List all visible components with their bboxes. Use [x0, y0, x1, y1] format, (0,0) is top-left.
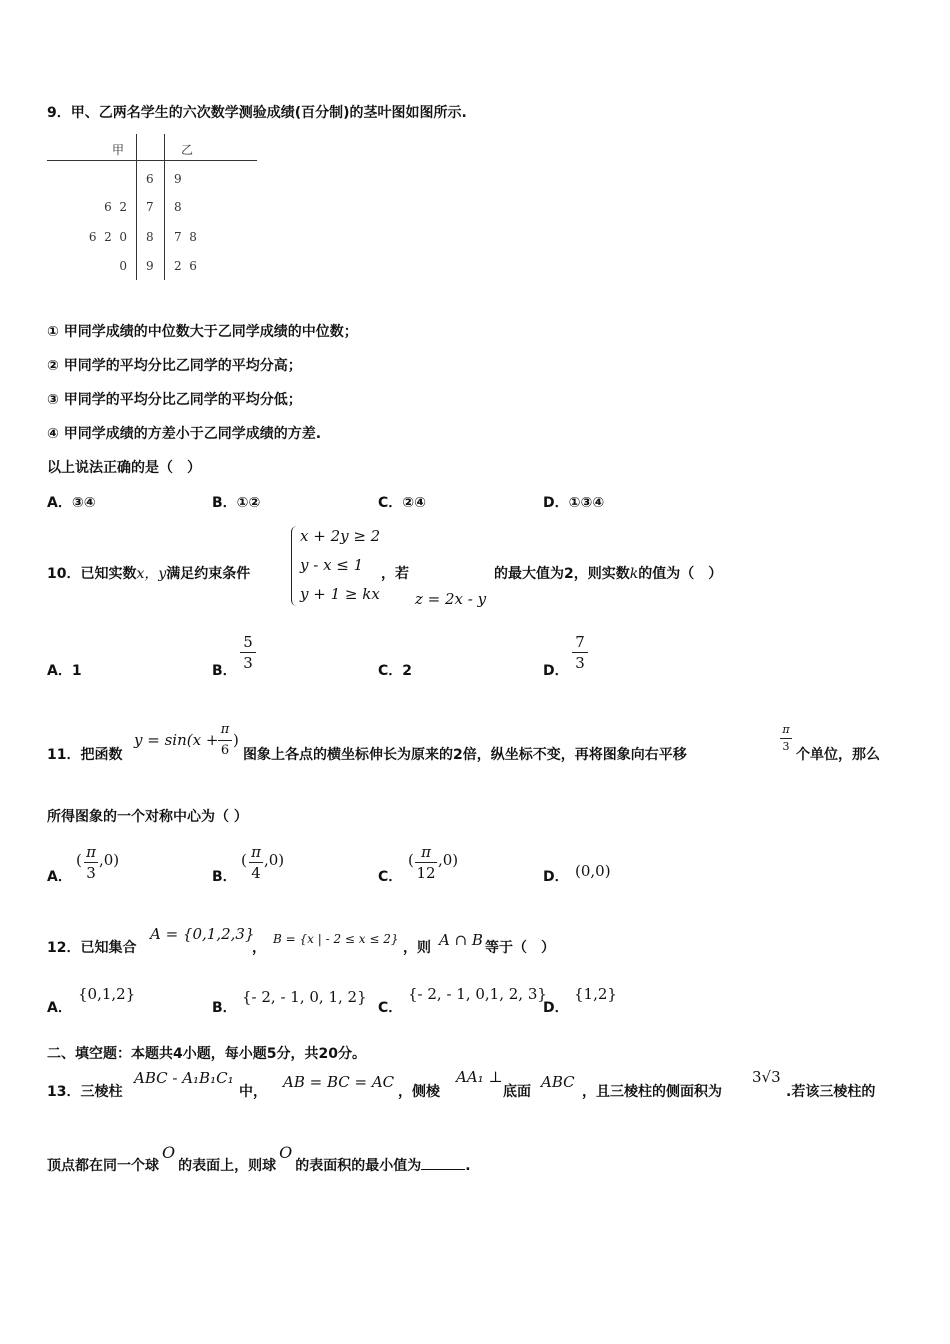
q13-edge: AA₁ ⊥ — [456, 1068, 503, 1086]
plot-right-leaves: 7 8 — [174, 230, 197, 244]
q12-option-a[interactable]: A． — [47, 1000, 72, 1016]
q11-option-b[interactable]: B． — [212, 869, 237, 885]
q11-option-b-suffix: ,0) — [264, 851, 285, 869]
plot-right-divider — [164, 134, 165, 280]
q12-option-c-value: {- 2, - 1, 0,1, 2, 3} — [408, 985, 547, 1003]
q9-statement-4: ④ 甲同学成绩的方差小于乙同学成绩的方差. — [47, 426, 322, 442]
q11-option-a[interactable]: A． — [47, 869, 72, 885]
q12-expression: A ∩ B — [439, 931, 483, 949]
q12-tail: 等于（ ） — [485, 940, 555, 956]
plot-header-jia: 甲 — [112, 143, 125, 157]
q9-option-b[interactable]: B．①② — [212, 495, 261, 511]
q9-statement-2: ② 甲同学的平均分比乙同学的平均分高； — [47, 358, 302, 374]
q11-option-c-fraction: π 12 — [416, 843, 436, 882]
q11-function: y = sin(x + — [134, 731, 219, 749]
q9-statement-3: ③ 甲同学的平均分比乙同学的平均分低； — [47, 392, 302, 408]
q12-option-d-value: {1,2} — [574, 985, 617, 1003]
sphere-o-label: O — [279, 1143, 293, 1162]
q13-base: ABC — [541, 1073, 575, 1091]
q13-equal-sides: AB = BC = AC — [283, 1073, 395, 1091]
q9-option-c[interactable]: C．②④ — [378, 495, 426, 511]
q10-tail: 的最大值为2，则实数k的值为（ ） — [494, 566, 723, 582]
q10-objective: z = 2x - y — [415, 590, 487, 608]
q12-option-d[interactable]: D． — [543, 1000, 569, 1016]
q11-option-a-paren: ( — [76, 851, 82, 869]
plot-left-leaves: 6 2 0 — [88, 230, 127, 244]
section-2-heading: 二、填空题：本题共4小题，每小题5分，共20分。 — [47, 1046, 366, 1062]
q11-function-fraction: π 6 — [218, 721, 232, 760]
q10-ruo: ，若 — [381, 566, 409, 582]
q13-tail: .若该三棱柱的 — [786, 1084, 876, 1100]
plot-stem: 8 — [146, 230, 154, 244]
plot-right-leaves: 2 6 — [174, 259, 197, 273]
q11-option-a-suffix: ,0) — [99, 851, 120, 869]
plot-stem: 9 — [146, 259, 154, 273]
q10-text: 10．已知实数x，y满足约束条件 — [47, 566, 251, 582]
q13-area: 3√3 — [752, 1068, 781, 1086]
q11-option-c[interactable]: C． — [378, 869, 403, 885]
q13-mid3: ，且三棱柱的侧面积为 — [582, 1084, 722, 1100]
q12-set-b: B = {x | - 2 ≤ x ≤ 2} — [273, 932, 399, 946]
q11-option-a-fraction: π 3 — [84, 843, 98, 882]
plot-stem: 6 — [146, 172, 154, 186]
q13-lead: 13．三棱柱 — [47, 1084, 123, 1100]
plot-right-leaves: 8 — [174, 200, 182, 214]
q11-option-b-paren: ( — [241, 851, 247, 869]
q9-option-d[interactable]: D．①③④ — [543, 495, 605, 511]
q12-comma: ， — [252, 940, 266, 956]
q11-option-d-value: (0,0) — [575, 862, 611, 880]
q11-option-b-fraction: π 4 — [249, 843, 263, 882]
q9-prompt: 以上说法正确的是（ ） — [47, 460, 201, 476]
q13-line2: 顶点都在同一个球O的表面上，则球O的表面积的最小值为 . — [47, 1143, 471, 1174]
q12-option-c[interactable]: C． — [378, 1000, 403, 1016]
q13-zhong: 中， — [239, 1084, 267, 1100]
q10-option-c[interactable]: C．2 — [378, 663, 413, 679]
q11-mid: 图象上各点的横坐标伸长为原来的2倍，纵坐标不变，再将图象向右平移 — [243, 747, 687, 763]
plot-header-yi: 乙 — [181, 143, 194, 157]
q11-option-d[interactable]: D． — [543, 869, 569, 885]
q12-set-a: A = {0,1,2,3} — [150, 925, 255, 943]
q9-statement-1: ① 甲同学成绩的中位数大于乙同学成绩的中位数； — [47, 324, 358, 340]
q10-option-a[interactable]: A．1 — [47, 663, 82, 679]
q10-option-b-fraction: 5 3 — [240, 633, 256, 672]
q11-line2: 所得图象的一个对称中心为（ ） — [47, 809, 248, 825]
q12-option-b-value: {- 2, - 1, 0, 1, 2} — [242, 988, 367, 1006]
q13-prism: ABC - A₁B₁C₁ — [134, 1069, 234, 1087]
q11-function-close: ) — [233, 731, 239, 749]
q9-stem: 9．甲、乙两名学生的六次数学测验成绩(百分制)的茎叶图如图所示. — [47, 105, 467, 121]
plot-stem: 7 — [146, 200, 154, 214]
q10-option-d-fraction: 7 3 — [572, 633, 588, 672]
q11-option-c-paren: ( — [408, 851, 414, 869]
plot-left-leaves: 0 — [119, 259, 127, 273]
q12-option-b[interactable]: B． — [212, 1000, 237, 1016]
plot-left-leaves: 6 2 — [104, 200, 127, 214]
q9-option-a[interactable]: A．③④ — [47, 495, 96, 511]
q13-mid1: ，侧棱 — [398, 1084, 440, 1100]
plot-right-leaves: 9 — [174, 172, 182, 186]
constraint-brace — [291, 526, 298, 606]
constraint-1: x + 2y ≥ 2 — [300, 527, 381, 545]
sphere-o-label: O — [162, 1143, 176, 1162]
q10-option-d[interactable]: D． — [543, 663, 569, 679]
q11-shift-fraction: π 3 — [780, 723, 792, 754]
q11-option-c-suffix: ,0) — [438, 851, 459, 869]
q10-option-b[interactable]: B． — [212, 663, 237, 679]
constraint-3: y + 1 ≥ kx — [300, 585, 380, 603]
q12-option-a-value: {0,1,2} — [78, 985, 136, 1003]
plot-left-divider — [136, 134, 137, 280]
constraint-2: y - x ≤ 1 — [300, 556, 364, 574]
q13-mid2: 底面 — [503, 1084, 531, 1100]
answer-blank[interactable] — [421, 1155, 465, 1170]
plot-header-rule — [47, 160, 257, 161]
q12-lead: 12．已知集合 — [47, 940, 137, 956]
q12-then: ，则 — [403, 940, 431, 956]
q11-tail: 个单位，那么 — [796, 747, 880, 763]
q11-lead: 11．把函数 — [47, 747, 123, 763]
